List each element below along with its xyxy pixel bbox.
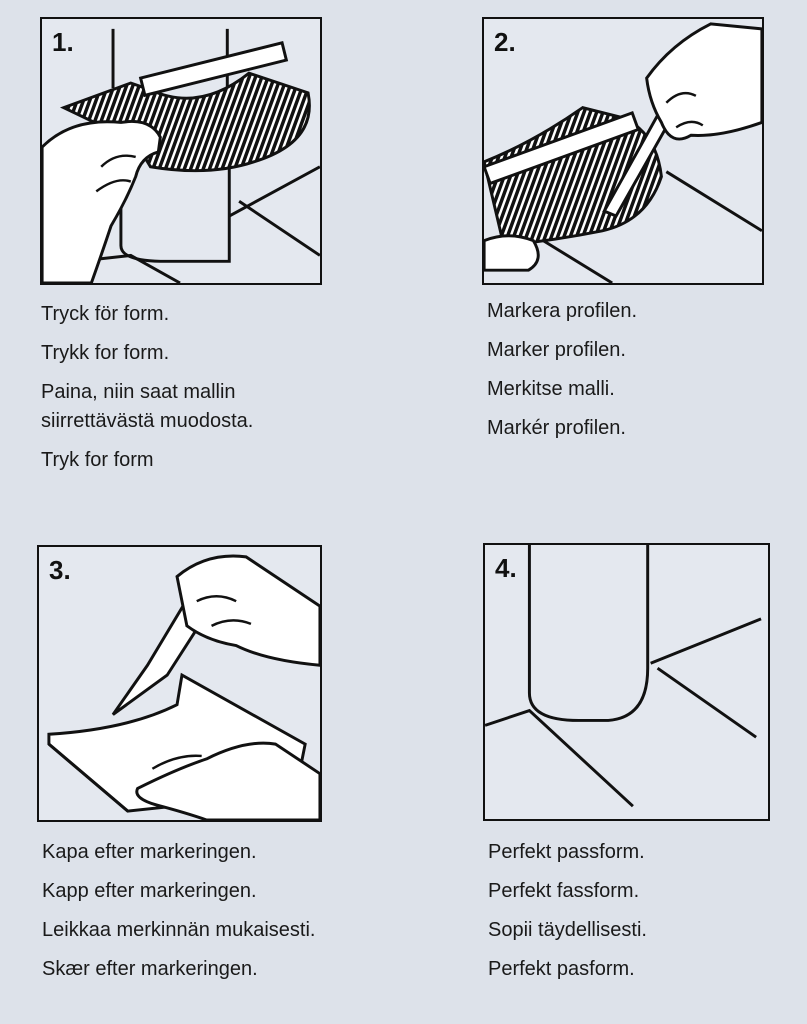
mark-profile-icon xyxy=(484,19,762,283)
step-3-line-danish: Skær efter markeringen. xyxy=(42,958,258,980)
step-4-line-swedish: Perfekt passform. xyxy=(488,841,645,863)
cut-along-marking-icon xyxy=(39,547,320,820)
step-2-line-finnish: Merkitse malli. xyxy=(487,378,615,400)
step-1-line-finnish: Paina, niin saat mallin siirrettävästä muodosta. xyxy=(41,381,254,432)
step-4-number: 4. xyxy=(495,553,517,583)
step-1-line-swedish: Tryck för form. xyxy=(41,303,170,325)
step-3-line-finnish: Leikkaa merkinnän mukaisesti. xyxy=(42,919,316,941)
step-2-line-norwegian: Marker profilen. xyxy=(487,339,626,361)
step-1-illustration xyxy=(40,17,322,285)
step-2-caption xyxy=(487,297,787,453)
step-3-line-swedish: Kapa efter markeringen. xyxy=(42,841,257,863)
step-1-line-norwegian: Trykk for form. xyxy=(41,342,170,364)
step-4-line-danish: Perfekt pasform. xyxy=(488,958,635,980)
step-2-illustration xyxy=(482,17,764,285)
step-1-line-danish: Tryk for form xyxy=(41,449,154,471)
step-3-illustration xyxy=(37,545,322,822)
step-3-caption xyxy=(42,838,422,994)
step-2-number: 2. xyxy=(494,27,516,57)
step-4-caption xyxy=(488,838,788,994)
perfect-fit-icon xyxy=(485,545,768,819)
step-1-caption xyxy=(41,300,331,485)
step-4-line-norwegian: Perfekt fassform. xyxy=(488,880,640,902)
step-4-line-finnish: Sopii täydellisesti. xyxy=(488,919,647,941)
step-4-illustration xyxy=(483,543,770,821)
step-2-line-danish: Markér profilen. xyxy=(487,417,626,439)
step-3-line-norwegian: Kapp efter markeringen. xyxy=(42,880,257,902)
step-3-number: 3. xyxy=(49,555,71,585)
press-contour-gauge-icon xyxy=(42,19,320,283)
step-1-number: 1. xyxy=(52,27,74,57)
step-2-line-swedish: Markera profilen. xyxy=(487,300,638,322)
